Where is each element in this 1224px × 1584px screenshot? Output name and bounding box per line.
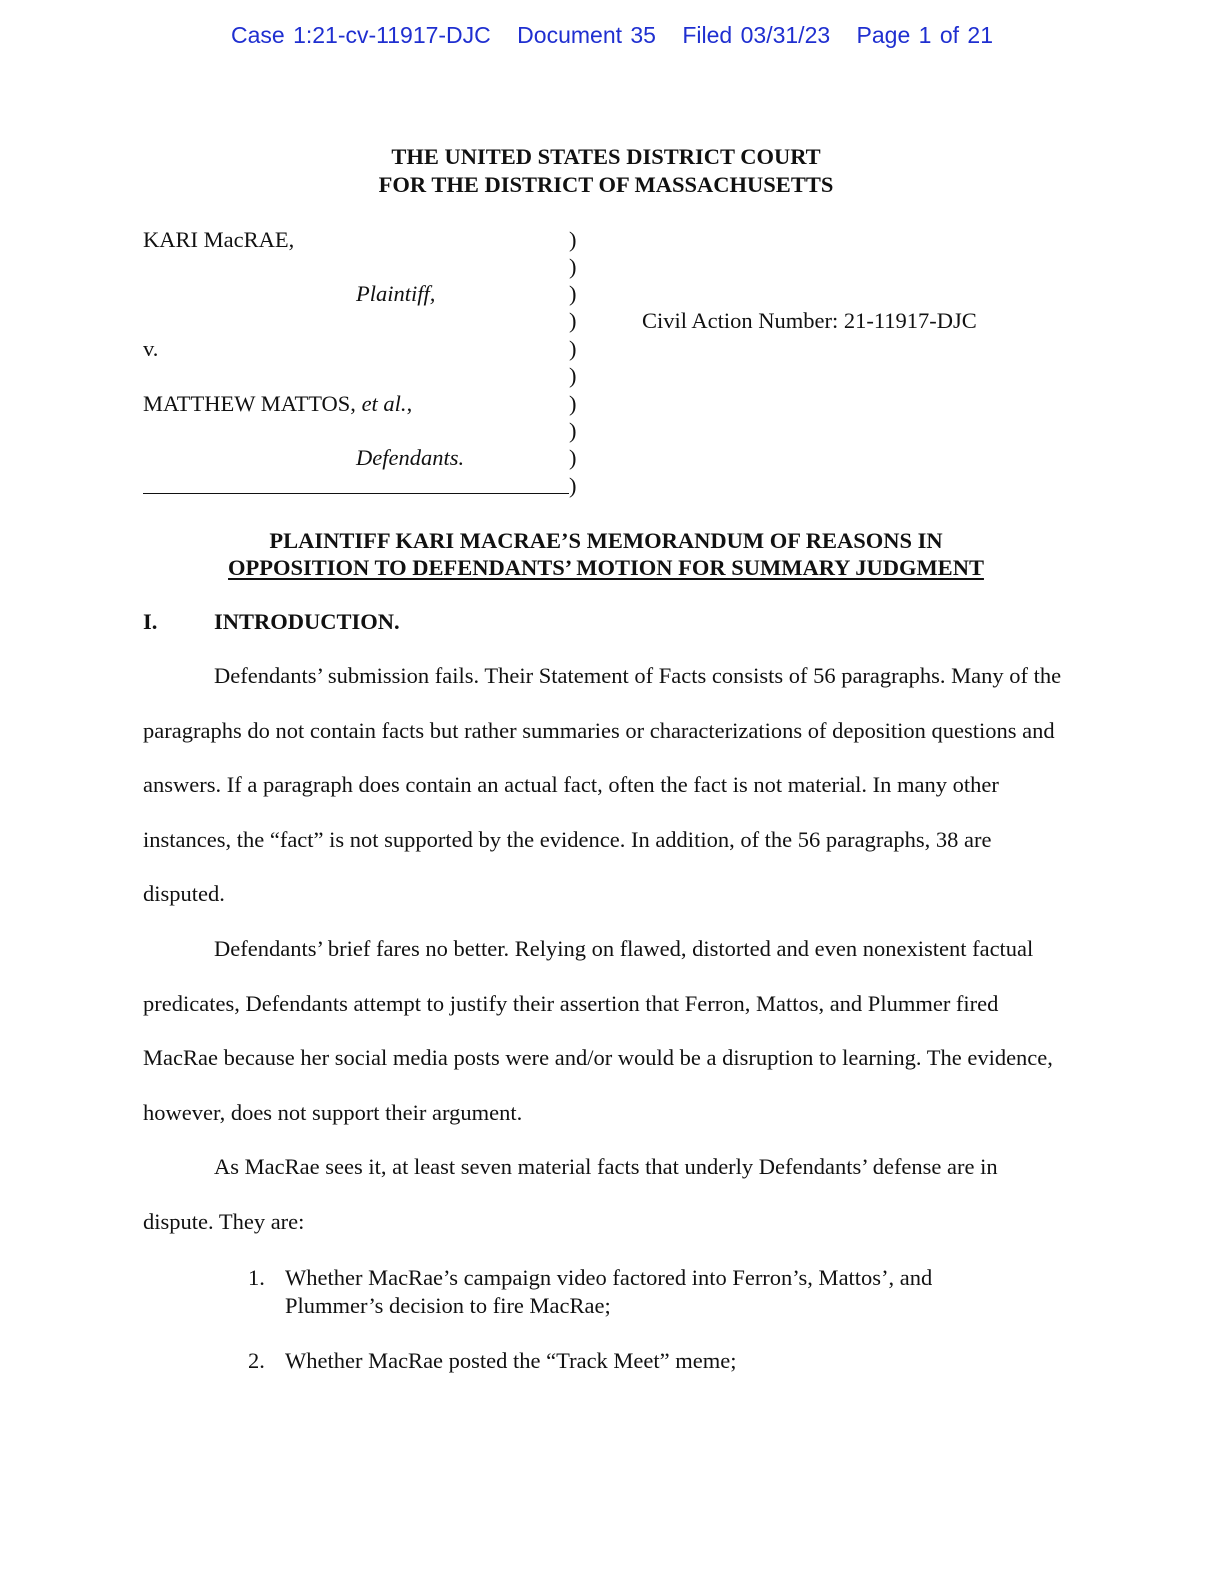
list-item — [248, 1347, 1008, 1375]
plaintiff-name: KARI MacRAE, — [143, 227, 295, 252]
caption-paren: ) — [569, 473, 577, 498]
caption-paren: ) — [569, 336, 577, 361]
list-item-number: 2. — [248, 1348, 265, 1373]
caption-paren: ) — [569, 281, 577, 306]
caption-paren: ) — [569, 308, 577, 333]
plaintiff-role: Plaintiff, — [356, 281, 436, 306]
case-number: Case 1:21-cv-11917-DJC — [230, 22, 491, 48]
defendant-name-line — [143, 391, 412, 417]
civil-action-number: Civil Action Number: 21-11917-DJC — [642, 308, 977, 333]
ecf-header — [0, 22, 1224, 49]
paragraph: Defendants’ brief fares no better. Relying on flawed, distorted and even nonexistent factual predicates, Defendants attempt to justify their assertion that Ferron, Mattos, and Plummer fired MacRae because her social media posts were and/or would be a disruption to learning. The evidence, however, does not support their argument. — [143, 935, 1053, 1125]
caption-paren: ) — [569, 418, 577, 443]
disputed-facts-list — [248, 1264, 1008, 1375]
memorandum-title-line2: OPPOSITION TO DEFENDANTS’ MOTION FOR SUMMARY JUDGMENT — [228, 555, 984, 580]
list-item-text: Whether MacRae posted the “Track Meet” meme; — [285, 1348, 737, 1373]
caption-paren: ) — [569, 227, 577, 252]
court-name: THE UNITED STATES DISTRICT COURT — [391, 144, 821, 169]
list-item — [248, 1264, 1008, 1320]
document-number: Document 35 — [517, 22, 656, 48]
filed-date: Filed 03/31/23 — [682, 22, 831, 48]
caption-paren: ) — [569, 363, 577, 388]
memorandum-title-line1: PLAINTIFF KARI MACRAE’S MEMORANDUM OF REASONS IN — [269, 528, 943, 553]
section-title: INTRODUCTION. — [214, 609, 400, 634]
page-indicator: Page 1 of 21 — [856, 22, 993, 48]
list-item-text: Whether MacRae’s campaign video factored into Ferron’s, Mattos’, and Plummer’s decision to fire MacRae; — [285, 1265, 933, 1318]
paragraph: Defendants’ submission fails. Their Statement of Facts consists of 56 paragraphs. Many of the paragraphs do not contain facts but rather summaries or characterizations of deposition questions and answers. If a paragraph does contain an actual fact, often the fact is not material. In many other instances, the “fact” is not supported by the evidence. In addition, of the 56 paragraphs, 38 are disputed. — [143, 663, 1062, 907]
caption-paren: ) — [569, 254, 577, 279]
defendant-comma: , — [406, 391, 413, 416]
section-heading — [143, 609, 400, 635]
memorandum-title — [0, 527, 1212, 581]
body-text — [143, 649, 1073, 1250]
paragraph: As MacRae sees it, at least seven material facts that underly Defendants’ defense are in dispute. They are: — [143, 1154, 998, 1234]
defendant-et-al: et al. — [361, 391, 407, 416]
court-heading — [0, 143, 1212, 199]
versus: v. — [143, 336, 159, 361]
caption-paren: ) — [569, 445, 577, 470]
caption-rule — [143, 493, 569, 494]
defendant-name: MATTHEW MATTOS, — [143, 391, 356, 416]
caption-paren: ) — [569, 391, 577, 416]
defendant-role: Defendants. — [356, 445, 465, 470]
court-district: FOR THE DISTRICT OF MASSACHUSETTS — [378, 172, 834, 197]
section-number: I. — [143, 609, 158, 634]
list-item-number: 1. — [248, 1265, 265, 1290]
